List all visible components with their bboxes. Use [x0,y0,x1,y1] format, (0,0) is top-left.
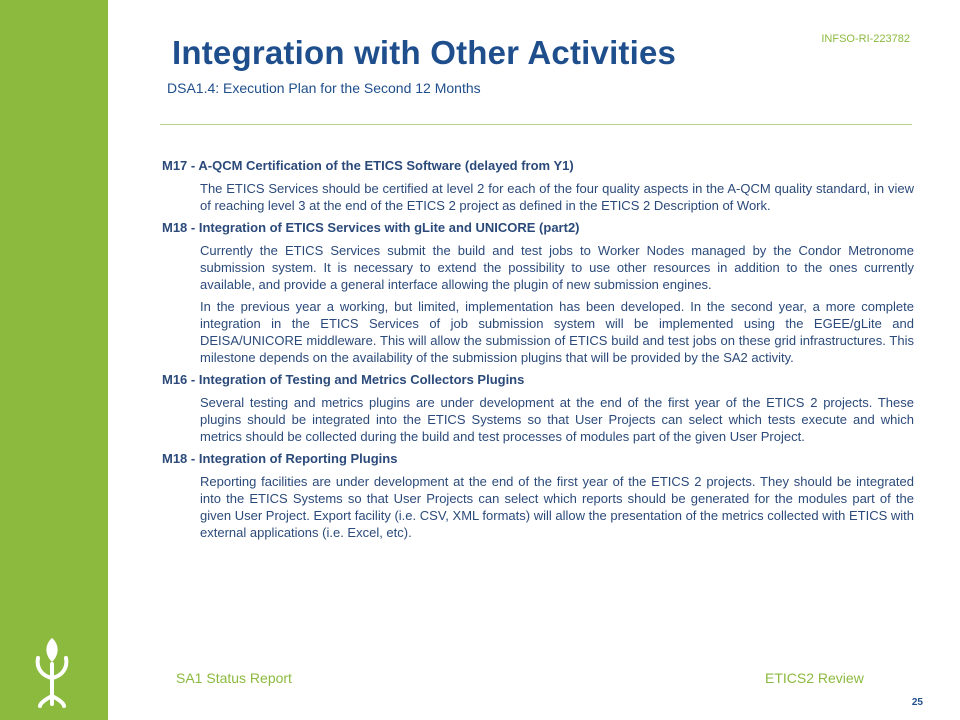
milestone-heading: M18 - Integration of ETICS Services with gLite and UNICORE (part2) [162,220,580,235]
milestone-list [162,157,914,546]
milestone-paragraph: Reporting facilities are under development at the end of the first year of the ETICS 2 projects. They should be integrated into the ETICS Systems so that User Projects can select which reports should be generated for the modules part of the given User Project. Export facility (i.e. CSV, XML formats) will allow the presentation of the metrics collected with ETICS with external applications (i.e. Excel, etc). [200,474,914,540]
milestone-heading: M18 - Integration of Reporting Plugins [162,451,398,466]
document-id: INFSO-RI-223782 [821,33,910,45]
page-number: 25 [911,697,923,708]
milestone-heading: M17 - A-QCM Certification of the ETICS Software (delayed from Y1) [162,158,574,173]
page-subtitle: DSA1.4: Execution Plan for the Second 12 Months [167,80,481,96]
milestone-paragraph: In the previous year a working, but limited, implementation has been developed. In the second year, a more complete integration in the ETICS Services of job submission system will be implemented using the EGEE/gLite and DEISA/UNICORE middleware. This will allow the submission of ETICS build and test jobs on these grid infrastructures. This milestone depends on the availability of the submission plugins that will be provided by the SA2 activity. [200,299,914,365]
footer-review-title: ETICS2 Review [765,670,864,686]
milestone-body [162,180,914,214]
sidebar-band [0,0,108,720]
milestone-paragraph: Currently the ETICS Services submit the build and test jobs to Worker Nodes managed by the Condor Metronome submission system. It is necessary to extend the possibility to use other resources in addition to the ones currently available, and provide a general interface allowing the plugin of new submission engines. [200,243,914,292]
milestone-paragraph: Several testing and metrics plugins are under development at the end of the first year of the ETICS 2 projects. These plugins should be integrated into the ETICS Systems so that User Projects can select which tests execute and which metrics should be collected during the build and test processes of modules part of the given User Project. [200,395,914,444]
footer-report-title: SA1 Status Report [176,670,292,686]
milestone-body [162,394,914,445]
milestone-paragraph: The ETICS Services should be certified at level 2 for each of the four quality aspects in the A-QCM quality standard, in view of reaching level 3 at the end of the ETICS 2 project as defined in the ETICS 2 Description of Work. [200,181,914,213]
header-divider [160,124,912,125]
leaf-sprout-icon [26,634,78,708]
milestone-body [162,242,914,366]
page-title: Integration with Other Activities [172,34,677,71]
milestone-body [162,473,914,541]
milestone-heading: M16 - Integration of Testing and Metrics Collectors Plugins [162,372,525,387]
